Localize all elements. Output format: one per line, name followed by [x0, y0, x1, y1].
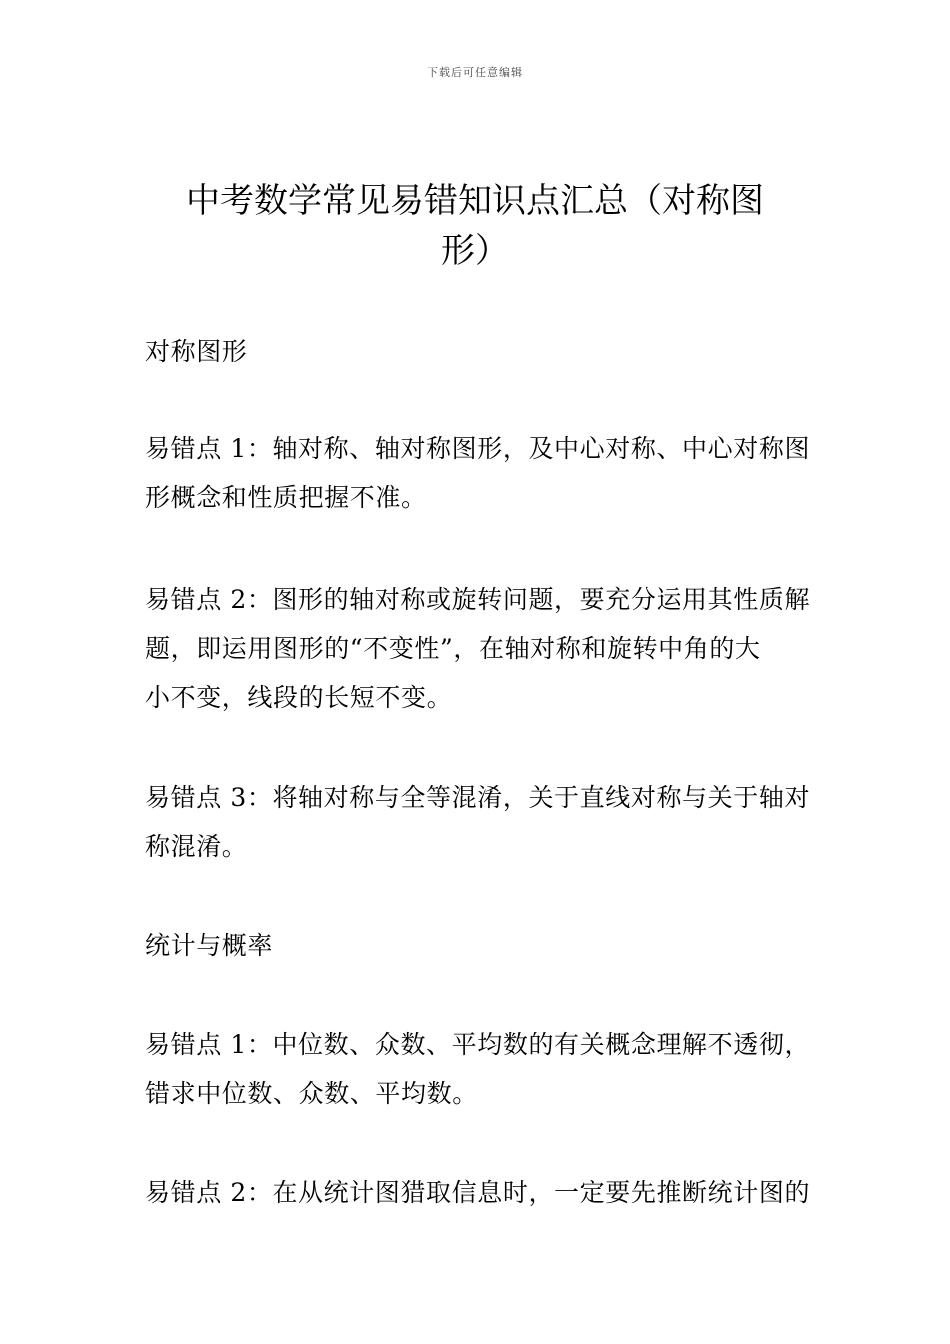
paragraph-line: 易错点 1：轴对称、轴对称图形，及中心对称、中心对称图 [145, 434, 811, 463]
document-title [145, 176, 805, 276]
paragraph-line: 易错点 2：在从统计图猎取信息时，一定要先推断统计图的 [145, 1178, 811, 1207]
error-point-item [145, 1020, 811, 1118]
error-point-item [145, 773, 811, 871]
paragraph-line: 形概念和性质把握不准。 [145, 483, 427, 512]
paragraph-line: 易错点 3：将轴对称与全等混淆，关于直线对称与关于轴对 [145, 783, 811, 812]
paragraph-line: 称混淆。 [145, 832, 248, 861]
paragraph-line: 错求中位数、众数、平均数。 [145, 1079, 478, 1108]
error-point-item [145, 1168, 811, 1217]
paragraph-line: 易错点 2：图形的轴对称或旋转问题，要充分运用其性质解 [145, 585, 811, 614]
title-line: 中考数学常见易错知识点汇总（对称图 [186, 181, 764, 221]
header-note: 下载后可任意编辑 [427, 66, 523, 79]
section-heading-statistics: 统计与概率 [145, 931, 274, 960]
paragraph-line: 小不变，线段的长短不变。 [145, 683, 453, 712]
title-line: 形） [441, 231, 509, 271]
error-point-item [145, 575, 811, 722]
paragraph-line: 题，即运用图形的“不变性”，在轴对称和旋转中角的大 [145, 634, 761, 663]
error-point-item [145, 424, 811, 522]
paragraph-line: 易错点 1：中位数、众数、平均数的有关概念理解不透彻， [145, 1030, 811, 1059]
section-heading-symmetry: 对称图形 [145, 337, 248, 366]
